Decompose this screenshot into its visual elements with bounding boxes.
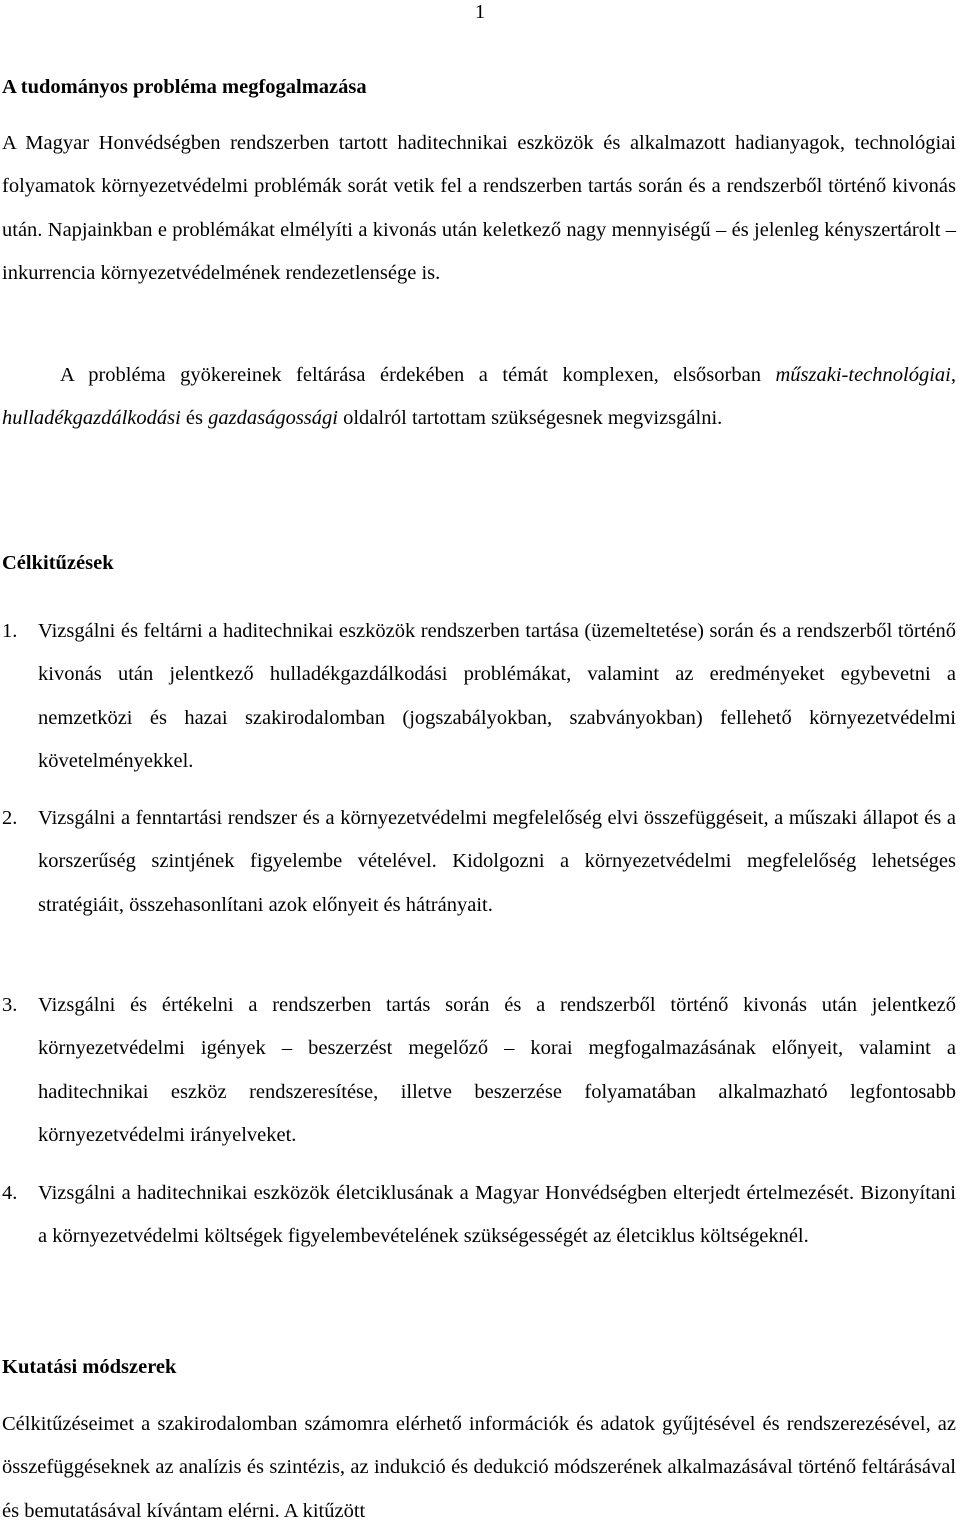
list-number: 2.	[2, 807, 18, 829]
emphasis-waste: hulladékgazdálkodási	[2, 407, 181, 430]
paragraph-problem-intro: A Magyar Honvédségben rendszerben tartott haditechnikai eszközök és alkalmazott hadianyagok, technológiai folyamatok környezetvédelmi problémák sorát vetik fel a rendszerben tartás során és a rendszerből történő kivonás után. Napjainkban e problémákat elmélyíti a kivonás után keletkező nagy mennyiségű – és jelenleg kényszertárolt – inkurrencia környezetvédelmének rendezetlensége is.	[2, 132, 956, 284]
page-number: 1	[474, 1, 486, 23]
list-item-text: Vizsgálni és feltárni a haditechnikai eszközök rendszerben tartása (üzemeltetése) során és a rendszerből történő kivonás után jelentkező hulladékgazdálkodási problémákat, valamint az eredményeket egybevetni a nemzetközi és hazai szakirodalomban (jogszabályokban, szabványokban) fellehető környezetvédelmi követelményekkel.	[38, 620, 956, 773]
paragraph-problem-approach	[2, 354, 956, 441]
text-run: ,	[950, 364, 956, 386]
list-item-text: Vizsgálni a fenntartási rendszer és a környezetvédelmi megfelelőség elvi összefüggéseit, a műszaki állapot és a korszerűség szintjének figyelembe vételével. Kidolgozni a környezetvédelmi megfelelőség lehetséges stratégiáit, összehasonlítani azok előnyeit és hátrányait.	[38, 807, 956, 916]
objective-item-3	[2, 984, 956, 1158]
list-item-text: Vizsgálni a haditechnikai eszközök életciklusának a Magyar Honvédségben elterjedt értelmezését. Bizonyítani a környezetvédelmi költségek figyelembevételének szükségességét az életciklus költségeknél.	[38, 1182, 956, 1248]
text-run: A probléma gyökereinek feltárása érdekében a témát komplexen, elsősorban	[60, 364, 776, 386]
section-heading-methods: Kutatási módszerek	[2, 1356, 177, 1378]
emphasis-economic: gazdaságossági	[208, 407, 338, 430]
paragraph-methods: Célkitűzéseimet a szakirodalomban számomra elérhető információk és adatok gyűjtésével és rendszerezésével, az összefüggéseknek az analízis és szintézis, az indukció és dedukció módszerének alkalmazásával történő feltárásával és bemutatásával kívántam elérni. A kitűzött	[2, 1413, 956, 1522]
list-number: 1.	[2, 620, 18, 642]
list-number: 3.	[2, 994, 18, 1016]
text-run: és	[180, 407, 209, 430]
text-run: oldalról tartottam szükségesnek megvizsgálni.	[337, 407, 723, 430]
objective-item-2	[2, 797, 956, 927]
section-heading-problem: A tudományos probléma megfogalmazása	[2, 76, 367, 98]
objective-item-1	[2, 610, 956, 784]
section-heading-objectives: Célkitűzések	[2, 552, 114, 574]
list-item-text: Vizsgálni és értékelni a rendszerben tartás során és a rendszerből történő kivonás után jelentkező környezetvédelmi igények – beszerzést megelőző – korai megfogalmazásának előnyeit, valamint a haditechnikai eszköz rendszeresítése, illetve beszerzése folyamatában alkalmazható legfontosabb környezetvédelmi irányelveket.	[38, 994, 956, 1147]
objective-item-4	[2, 1172, 956, 1259]
emphasis-technical: műszaki-technológiai	[775, 364, 951, 386]
list-number: 4.	[2, 1182, 18, 1204]
